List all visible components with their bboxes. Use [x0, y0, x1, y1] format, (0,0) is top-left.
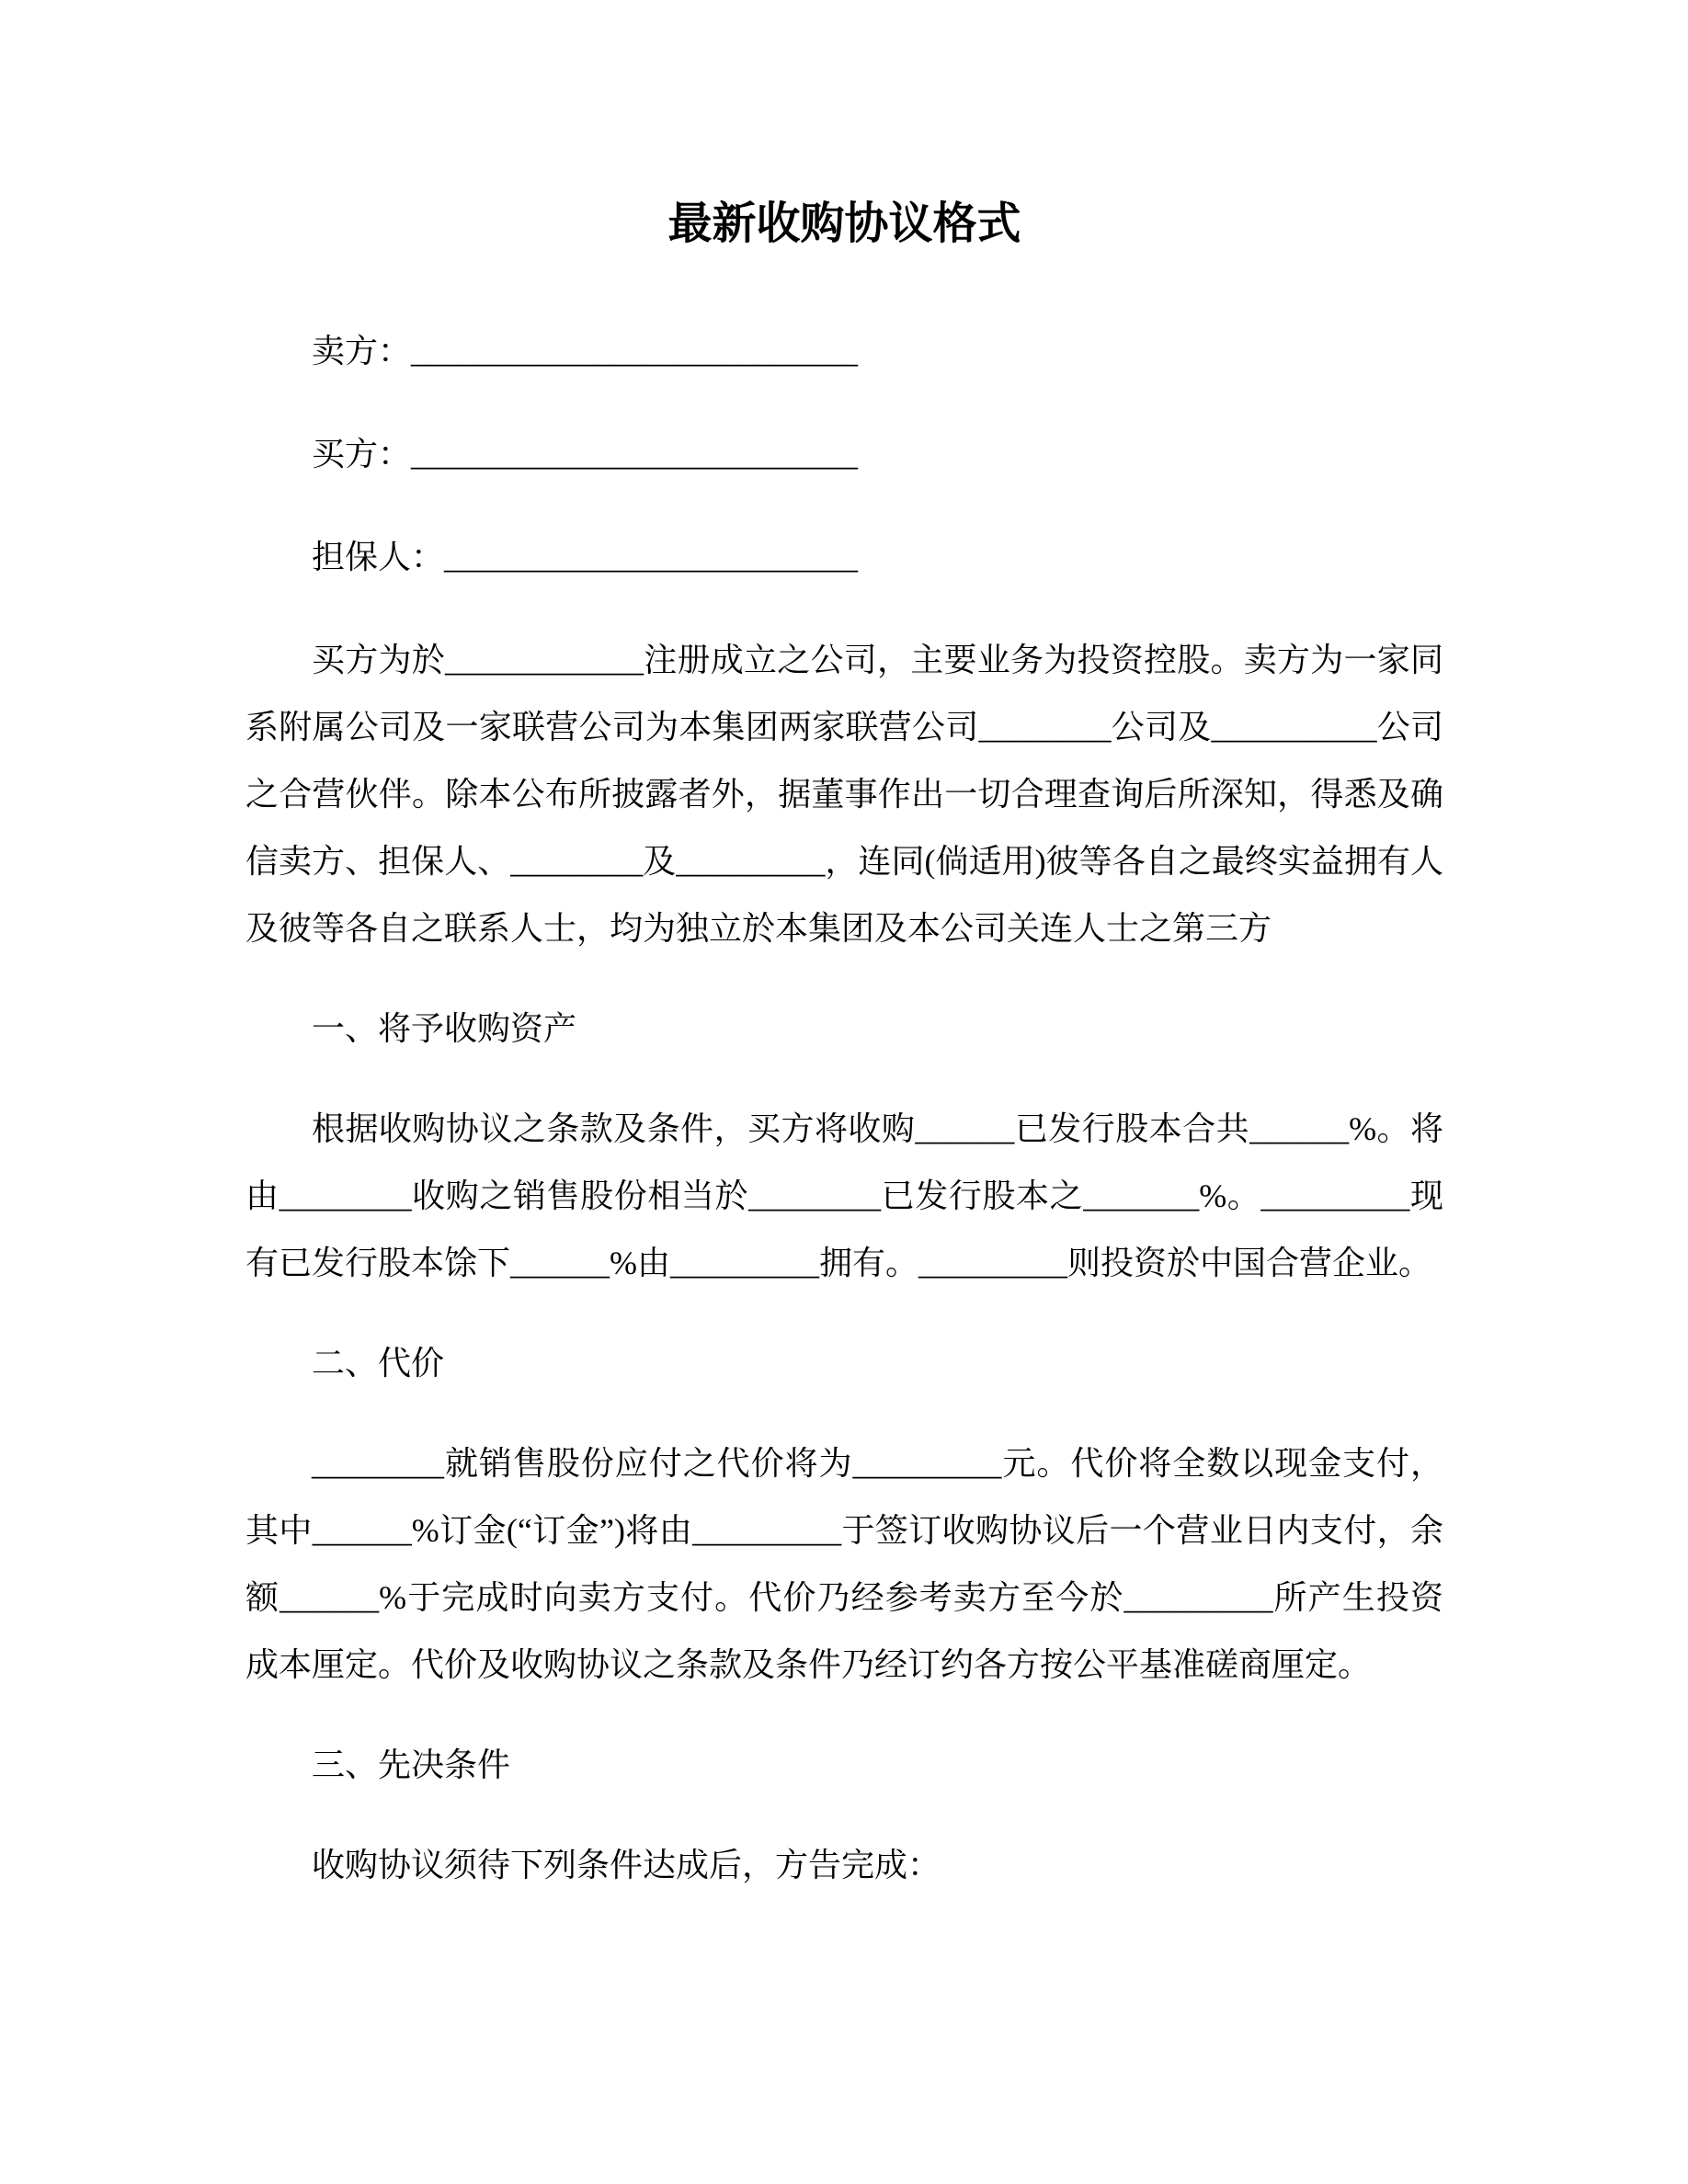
buyer-blank-line[interactable]: ___________________________ — [411, 436, 859, 472]
form-field-guarantor — [245, 524, 1443, 591]
section-2-heading: 二、代价 — [312, 1345, 445, 1382]
buyer-label: 买方： — [312, 436, 412, 472]
section-3-heading: 三、先决条件 — [312, 1746, 511, 1783]
section-2-paragraph: ________就销售股份应付之代价将为_________元。代价将全数以现金支付，其中______%订金(“订金”)将由_________于签订收购协议后一个营业日内支付，余额______%于完成时向卖方支付。代价乃经参考卖方至今於_________所产生投资成本厘定。代价及收购协议之条款及条件乃经订约各方按公平基准磋商厘定。 — [245, 1445, 1443, 1683]
section-1-heading: 一、将予收购资产 — [312, 1010, 577, 1047]
intro-paragraph: 买方为於____________注册成立之公司，主要业务为投资控股。卖方为一家同系附属公司及一家联营公司为本集团两家联营公司________公司及__________公司之合营伙伴。除本公布所披露者外，据董事作出一切合理查询后所深知，得悉及确信卖方、担保人、________及_________，连同(倘适用)彼等各自之最终实益拥有人及彼等各自之联系人士，均为独立於本集团及本公司关连人士之第三方 — [245, 642, 1443, 947]
section-3-paragraph: 收购协议须待下列条件达成后，方告完成： — [312, 1847, 941, 1883]
guarantor-blank-line[interactable]: _________________________ — [444, 539, 859, 575]
form-field-buyer — [245, 421, 1443, 488]
form-field-seller — [245, 318, 1443, 385]
document-title: 最新收购协议格式 — [667, 199, 1021, 248]
seller-label: 卖方： — [312, 333, 412, 370]
seller-blank-line[interactable]: ___________________________ — [411, 333, 859, 370]
section-1-paragraph: 根据收购协议之条款及条件，买方将收购______已发行股本合共______%。将由________收购之销售股份相当於________已发行股本之_______%。_________现有已发行股本馀下______%由_________拥有。_________则投资於中国合营企业。 — [245, 1110, 1443, 1281]
guarantor-label: 担保人： — [312, 539, 445, 575]
